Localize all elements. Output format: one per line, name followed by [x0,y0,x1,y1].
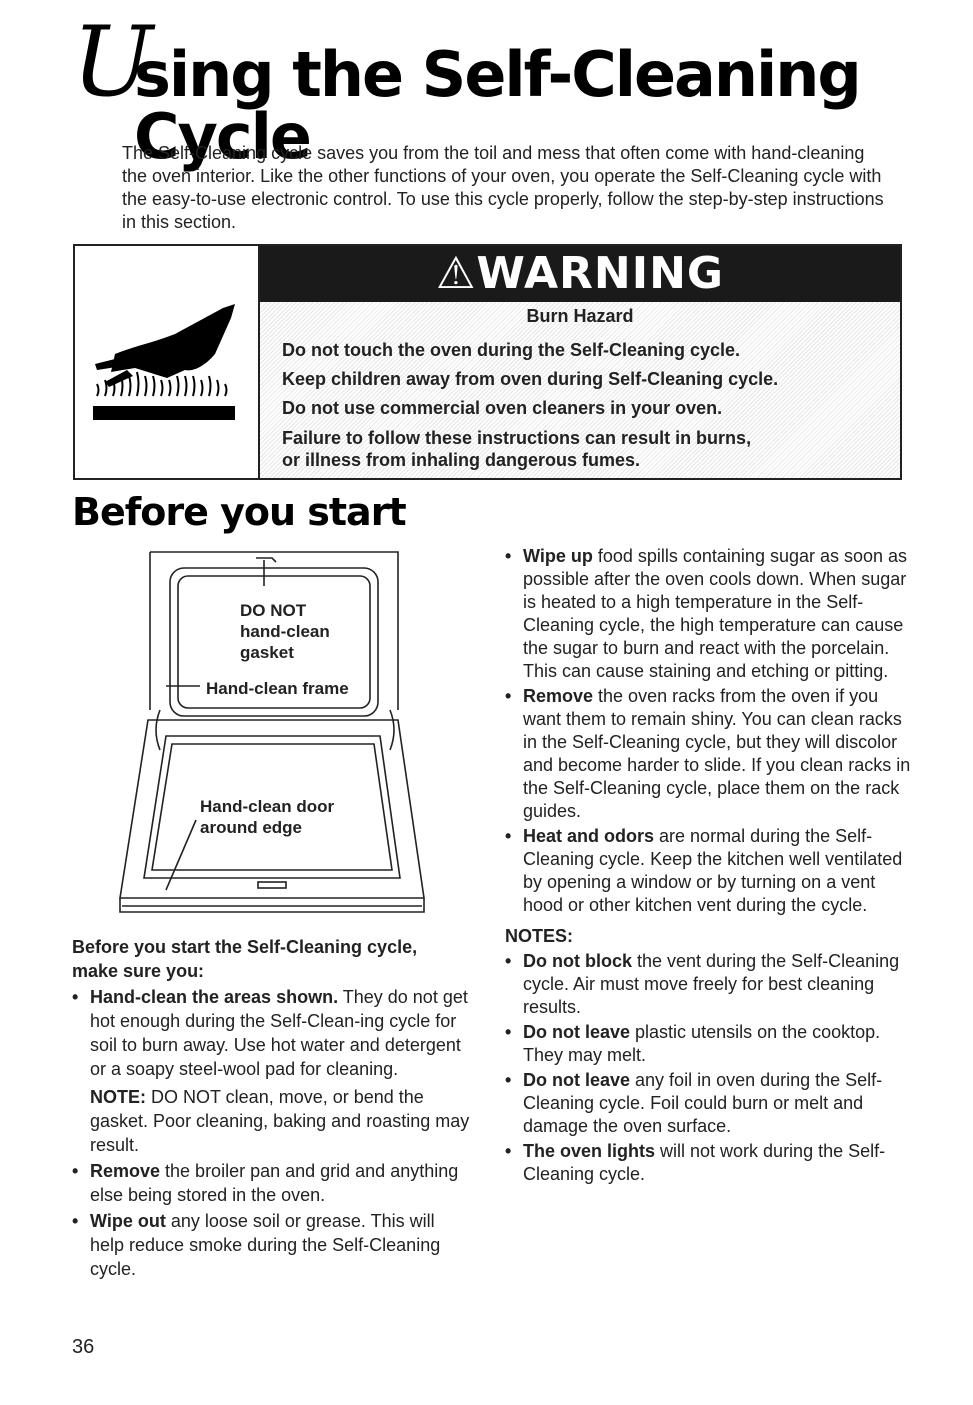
page-title [72,6,952,173]
warning-triangle-icon: ⚠ [435,248,477,299]
notes-heading: NOTES: [505,926,574,946]
warning-banner: ⚠WARNING [260,246,900,302]
list-item: • Wipe out any loose soil or grease. This will help reduce smoke during the Self-Cleaning cycle. [72,1209,472,1281]
note-item: • Do not leave any foil in oven during the Self-Cleaning cycle. Foil could burn or melt and damage the oven surface. [505,1069,915,1138]
label-door: Hand-clean door around edge [200,797,335,837]
left-heading: Before you start the Self-Cleaning cycle, make sure you: [72,937,418,981]
warning-line: or illness from inhaling dangerous fumes. [282,450,641,470]
warning-line: Keep children away from oven during Self-Cleaning cycle. [282,369,779,389]
section-heading: Before you start [72,490,406,534]
left-column [72,935,472,1281]
label-frame: Hand-clean frame [206,679,349,698]
intro-paragraph: The Self-Cleaning cycle saves you from the toil and mess that often come with hand-cleaning the oven interior. Like the other functions of your oven, you operate the Self-Cleaning cycle with the easy-to-use electronic control. To use this cycle properly, follow the step-by-step instructions in this section. [122,143,884,232]
warning-line: Do not use commercial oven cleaners in your oven. [282,398,723,418]
list-item: • Remove the broiler pan and grid and anything else being stored in the oven. [72,1159,472,1207]
label-do-not: DO NOT hand-clean gasket [240,601,330,662]
list-item: • Wipe up food spills containing sugar as soon as possible after the oven cools down. When sugar is heated to a high temperature in the Self-Cleaning cycle, the high temperature can cause the sugar to burn and react with the porcelain. This can cause staining and etching or pitting. [505,545,915,683]
burn-hazard-icon [75,246,260,478]
note-item: • Do not block the vent during the Self-Cleaning cycle. Air must move freely for best cleaning results. [505,950,915,1019]
hazard-title: Burn Hazard [526,306,634,326]
warning-lines [282,336,880,471]
warning-panel [260,246,900,478]
title-initial: U [72,6,153,118]
oven-diagram [108,540,438,930]
right-column [505,543,915,1186]
note-item: • The oven lights will not work during the Self-Cleaning cycle. [505,1140,915,1186]
note: NOTE: DO NOT clean, move, or bend the gasket. Poor cleaning, baking and roasting may result. [90,1087,470,1155]
list-item: • Heat and odors are normal during the Self-Cleaning cycle. Keep the kitchen well ventilated by opening a window or by turning on a vent hood or other kitchen vent during the cycle. [505,825,915,917]
list-item: • Hand-clean the areas shown. They do not get hot enough during the Self-Clean-ing cycle for soil to burn away. Use hot water and detergent or a soapy steel-wool pad for cleaning. [72,985,472,1081]
note-item: • Do not leave plastic utensils on the cooktop. They may melt. [505,1021,915,1067]
warning-line: Failure to follow these instructions can result in burns, [282,428,752,448]
warning-line: Do not touch the oven during the Self-Cleaning cycle. [282,340,741,360]
list-item: • Remove the oven racks from the oven if you want them to remain shiny. You can clean racks in the Self-Cleaning cycle, but they will discolor and become harder to slide. If you clean racks in the Self-Cleaning cycle, place them on the rack guides. [505,685,915,823]
warning-box [73,244,902,480]
page-number: 36 [72,1336,95,1358]
title-text: sing the Self-Cleaning Cycle [134,38,860,173]
